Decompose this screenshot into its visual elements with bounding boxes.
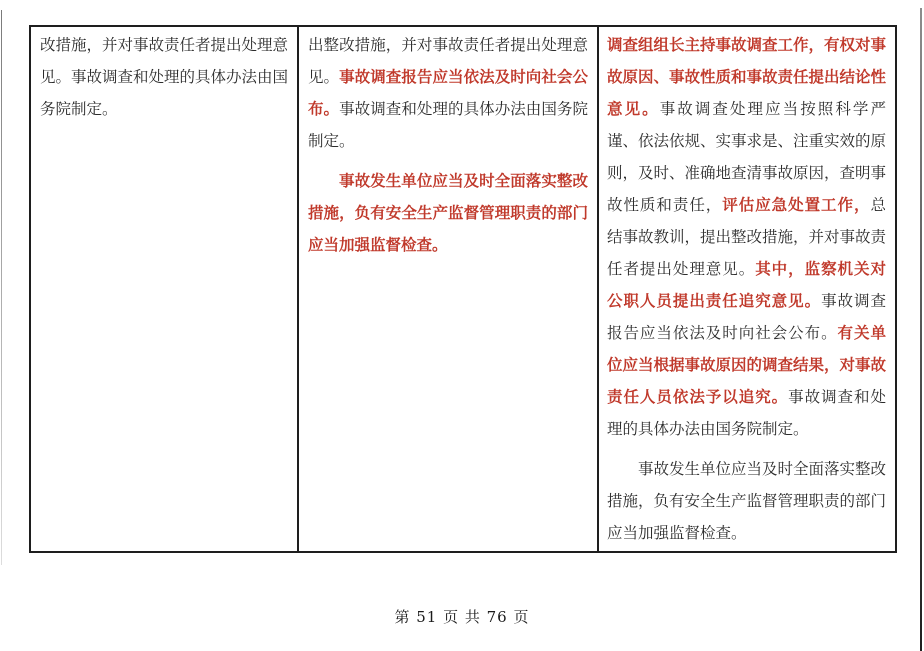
revised-text-run: 有关单位应当根据事故原因的调查结果，对事故责任人员依法予以追究。 [607,324,887,406]
revised-text-run: 其中，监察机关对公职人员提出责任追究意见。 [607,260,886,310]
text-run: 改措施，并对事故责任者提出处理意见。事故调查和处理的具体办法由国务院制定。 [40,36,289,118]
text-run: 事故调查和处理的具体办法由国务院制定。 [607,388,886,438]
law-paragraph [308,165,588,261]
text-run: 事故发生单位应当及时全面落实整改措施，负有安全生产监督管理职责的部门应当加强监督检查。 [607,460,887,542]
law-paragraph [607,453,886,549]
text-run: 事故调查处理应当按照科学严谨、依法依规、实事求是、注重实效的原则，及时、准确地查清事故原因，查明事故性质和责任， [607,100,887,214]
text-run: 事故调查和处理的具体办法由国务院制定。 [308,100,588,150]
table-column-new-law [599,27,895,551]
table-column-amended-law [299,27,599,551]
revised-text-run: 事故调查报告应当依法及时向社会公布。 [308,68,588,118]
law-paragraph [607,29,886,445]
text-run: 事故调查报告应当依法及时向社会公布。 [607,292,886,342]
revised-text-run: 事故发生单位应当及时全面落实整改措施，负有安全生产监督管理职责的部门应当加强监督检查。 [308,172,588,254]
table-column-old-law [31,27,299,551]
law-paragraph [40,29,288,125]
page-edge-line-right [920,8,922,651]
text-run: 出整改措施，并对事故责任者提出处理意见。 [308,36,588,86]
law-comparison-table [29,25,897,553]
law-paragraph [308,29,588,157]
text-run: 总结事故教训，提出整改措施，并对事故责任者提出处理意见。 [607,196,887,278]
page-edge-line-left [1,10,2,565]
revised-text-run: 评估应急处置工作， [722,196,871,214]
page-number: 第 51 页 共 76 页 [394,608,530,626]
revised-text-run: 调查组组长主持事故调查工作，有权对事故原因、事故性质和事故责任提出结论性意见。 [607,36,887,118]
